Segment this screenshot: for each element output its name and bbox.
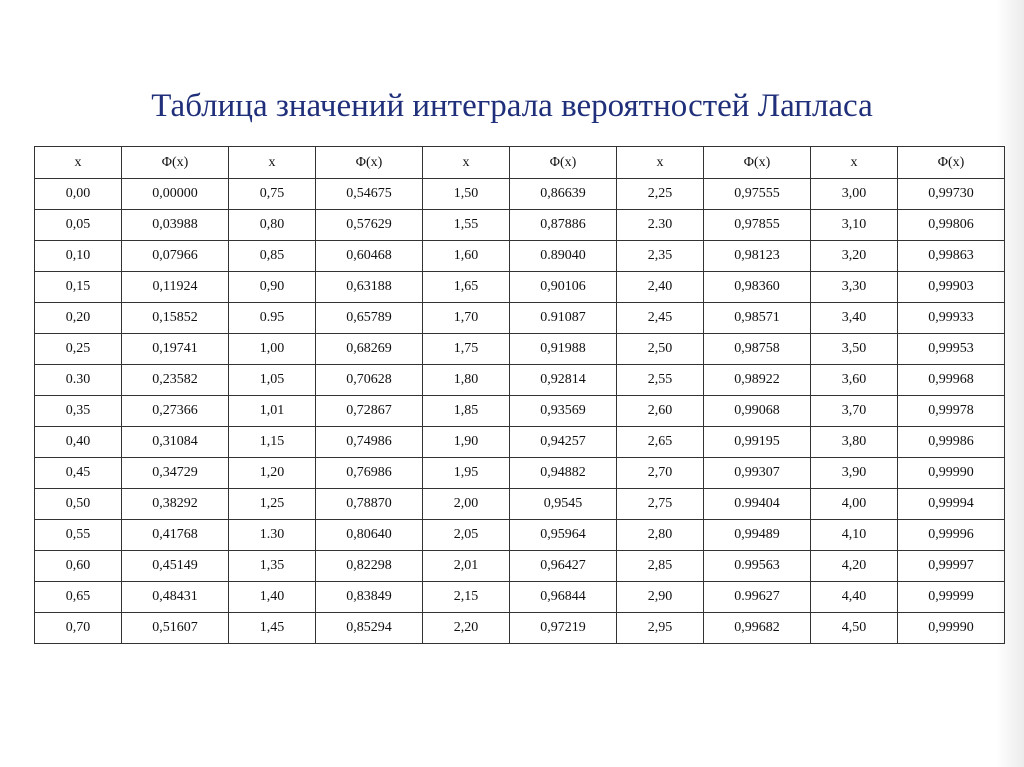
- header-cell-x: x: [811, 147, 898, 179]
- cell-x-value: 0,45: [35, 458, 122, 489]
- table-row: [35, 613, 1005, 644]
- cell-x-value: 3,50: [811, 334, 898, 365]
- cell-phi-value: 0,63188: [316, 272, 423, 303]
- cell-x-value: 2,85: [617, 551, 704, 582]
- cell-phi-value: 0,9545: [510, 489, 617, 520]
- cell-phi-value: 0,99996: [898, 520, 1005, 551]
- cell-phi-value: 0,99806: [898, 210, 1005, 241]
- cell-phi-value: 0,41768: [122, 520, 229, 551]
- cell-x-value: 3,10: [811, 210, 898, 241]
- cell-x-value: 1,50: [423, 179, 510, 210]
- cell-x-value: 2,80: [617, 520, 704, 551]
- cell-x-value: 2,45: [617, 303, 704, 334]
- header-cell-phi: Φ(x): [898, 147, 1005, 179]
- cell-phi-value: 0,85294: [316, 613, 423, 644]
- cell-phi-value: 0,99968: [898, 365, 1005, 396]
- page-title: Таблица значений интеграла вероятностей Лапласа: [151, 88, 873, 124]
- cell-phi-value: 0,82298: [316, 551, 423, 582]
- cell-x-value: 2,20: [423, 613, 510, 644]
- cell-x-value: 4,00: [811, 489, 898, 520]
- header-cell-phi: Φ(x): [316, 147, 423, 179]
- cell-x-value: 0,70: [35, 613, 122, 644]
- cell-x-value: 2,90: [617, 582, 704, 613]
- cell-phi-value: 0,86639: [510, 179, 617, 210]
- cell-x-value: 0,80: [229, 210, 316, 241]
- header-cell-phi: Φ(x): [704, 147, 811, 179]
- cell-x-value: 0,90: [229, 272, 316, 303]
- cell-phi-value: 0,07966: [122, 241, 229, 272]
- table-row: [35, 582, 1005, 613]
- cell-x-value: 4,40: [811, 582, 898, 613]
- cell-phi-value: 0,99682: [704, 613, 811, 644]
- cell-phi-value: 0,99990: [898, 458, 1005, 489]
- cell-phi-value: 0,96844: [510, 582, 617, 613]
- cell-phi-value: 0,72867: [316, 396, 423, 427]
- cell-x-value: 4,50: [811, 613, 898, 644]
- cell-phi-value: 0,98123: [704, 241, 811, 272]
- cell-phi-value: 0.99404: [704, 489, 811, 520]
- cell-x-value: 2,95: [617, 613, 704, 644]
- cell-x-value: 1,85: [423, 396, 510, 427]
- cell-phi-value: 0,48431: [122, 582, 229, 613]
- cell-x-value: 2,50: [617, 334, 704, 365]
- cell-phi-value: 0,97219: [510, 613, 617, 644]
- cell-x-value: 2,35: [617, 241, 704, 272]
- cell-phi-value: 0,15852: [122, 303, 229, 334]
- cell-x-value: 1,20: [229, 458, 316, 489]
- cell-x-value: 1,60: [423, 241, 510, 272]
- cell-x-value: 2,75: [617, 489, 704, 520]
- table-row: [35, 272, 1005, 303]
- cell-x-value: 4,10: [811, 520, 898, 551]
- cell-phi-value: 0,78870: [316, 489, 423, 520]
- cell-x-value: 0,25: [35, 334, 122, 365]
- cell-x-value: 1,40: [229, 582, 316, 613]
- header-cell-phi: Φ(x): [122, 147, 229, 179]
- table-row: [35, 210, 1005, 241]
- cell-phi-value: 0,99978: [898, 396, 1005, 427]
- cell-phi-value: 0,97855: [704, 210, 811, 241]
- cell-phi-value: 0,57629: [316, 210, 423, 241]
- cell-x-value: 2,05: [423, 520, 510, 551]
- cell-x-value: 2,65: [617, 427, 704, 458]
- cell-x-value: 1,80: [423, 365, 510, 396]
- header-cell-x: x: [35, 147, 122, 179]
- cell-x-value: 0.95: [229, 303, 316, 334]
- cell-phi-value: 0,31084: [122, 427, 229, 458]
- cell-x-value: 0,05: [35, 210, 122, 241]
- cell-x-value: 2,00: [423, 489, 510, 520]
- cell-phi-value: 0,83849: [316, 582, 423, 613]
- table-row: [35, 427, 1005, 458]
- table-row: [35, 365, 1005, 396]
- cell-x-value: 2.30: [617, 210, 704, 241]
- cell-x-value: 1,70: [423, 303, 510, 334]
- cell-x-value: 1,55: [423, 210, 510, 241]
- cell-phi-value: 0,98571: [704, 303, 811, 334]
- table-body: [35, 147, 1005, 644]
- cell-x-value: 1,15: [229, 427, 316, 458]
- cell-phi-value: 0,99997: [898, 551, 1005, 582]
- cell-phi-value: 0,74986: [316, 427, 423, 458]
- cell-x-value: 0,65: [35, 582, 122, 613]
- cell-phi-value: 0,99195: [704, 427, 811, 458]
- laplace-table-container: [34, 146, 996, 644]
- cell-phi-value: 0,94882: [510, 458, 617, 489]
- cell-phi-value: 0,27366: [122, 396, 229, 427]
- cell-phi-value: 0,99990: [898, 613, 1005, 644]
- cell-phi-value: 0,99999: [898, 582, 1005, 613]
- cell-phi-value: 0.91087: [510, 303, 617, 334]
- cell-phi-value: 0,51607: [122, 613, 229, 644]
- table-row: [35, 303, 1005, 334]
- table-header-row: [35, 147, 1005, 179]
- table-row: [35, 551, 1005, 582]
- cell-x-value: 3,80: [811, 427, 898, 458]
- cell-phi-value: 0,87886: [510, 210, 617, 241]
- cell-phi-value: 0,99863: [898, 241, 1005, 272]
- cell-x-value: 0,55: [35, 520, 122, 551]
- cell-phi-value: 0,99307: [704, 458, 811, 489]
- cell-x-value: 3,00: [811, 179, 898, 210]
- header-cell-x: x: [229, 147, 316, 179]
- cell-x-value: 2,01: [423, 551, 510, 582]
- cell-x-value: 3,30: [811, 272, 898, 303]
- cell-x-value: 1,65: [423, 272, 510, 303]
- cell-phi-value: 0,65789: [316, 303, 423, 334]
- cell-x-value: 0,35: [35, 396, 122, 427]
- table-row: [35, 179, 1005, 210]
- cell-phi-value: 0,96427: [510, 551, 617, 582]
- cell-phi-value: 0,99986: [898, 427, 1005, 458]
- cell-x-value: 0,10: [35, 241, 122, 272]
- cell-phi-value: 0,03988: [122, 210, 229, 241]
- cell-x-value: 0,20: [35, 303, 122, 334]
- cell-phi-value: 0,95964: [510, 520, 617, 551]
- cell-phi-value: 0.99627: [704, 582, 811, 613]
- cell-phi-value: 0,80640: [316, 520, 423, 551]
- cell-x-value: 1,01: [229, 396, 316, 427]
- cell-phi-value: 0,45149: [122, 551, 229, 582]
- cell-x-value: 3,40: [811, 303, 898, 334]
- cell-x-value: 3,90: [811, 458, 898, 489]
- cell-x-value: 0,40: [35, 427, 122, 458]
- table-row: [35, 241, 1005, 272]
- cell-x-value: 0,50: [35, 489, 122, 520]
- cell-x-value: 3,20: [811, 241, 898, 272]
- cell-x-value: 0,15: [35, 272, 122, 303]
- cell-x-value: 2,55: [617, 365, 704, 396]
- cell-phi-value: 0,99933: [898, 303, 1005, 334]
- cell-x-value: 1,90: [423, 427, 510, 458]
- table-row: [35, 489, 1005, 520]
- cell-phi-value: 0,54675: [316, 179, 423, 210]
- cell-x-value: 2,70: [617, 458, 704, 489]
- cell-x-value: 1,35: [229, 551, 316, 582]
- cell-phi-value: 0,68269: [316, 334, 423, 365]
- cell-x-value: 0,60: [35, 551, 122, 582]
- cell-phi-value: 0,98758: [704, 334, 811, 365]
- cell-phi-value: 0,23582: [122, 365, 229, 396]
- header-cell-phi: Φ(x): [510, 147, 617, 179]
- laplace-table: [34, 146, 1005, 644]
- cell-phi-value: 0,11924: [122, 272, 229, 303]
- cell-x-value: 1,95: [423, 458, 510, 489]
- cell-x-value: 0,85: [229, 241, 316, 272]
- cell-x-value: 0,00: [35, 179, 122, 210]
- cell-phi-value: 0,76986: [316, 458, 423, 489]
- cell-phi-value: 0,34729: [122, 458, 229, 489]
- cell-x-value: 1,45: [229, 613, 316, 644]
- cell-x-value: 0,75: [229, 179, 316, 210]
- cell-x-value: 3,70: [811, 396, 898, 427]
- cell-x-value: 4,20: [811, 551, 898, 582]
- cell-phi-value: 0,19741: [122, 334, 229, 365]
- cell-x-value: 2,60: [617, 396, 704, 427]
- cell-phi-value: 0,97555: [704, 179, 811, 210]
- cell-phi-value: 0,99068: [704, 396, 811, 427]
- cell-phi-value: 0,38292: [122, 489, 229, 520]
- table-row: [35, 520, 1005, 551]
- cell-phi-value: 0,94257: [510, 427, 617, 458]
- cell-phi-value: 0,98360: [704, 272, 811, 303]
- cell-x-value: 1,05: [229, 365, 316, 396]
- cell-phi-value: 0,90106: [510, 272, 617, 303]
- cell-phi-value: 0,92814: [510, 365, 617, 396]
- cell-phi-value: 0,99489: [704, 520, 811, 551]
- header-cell-x: x: [617, 147, 704, 179]
- cell-phi-value: 0.89040: [510, 241, 617, 272]
- cell-phi-value: 0,00000: [122, 179, 229, 210]
- cell-phi-value: 0.99563: [704, 551, 811, 582]
- cell-x-value: 3,60: [811, 365, 898, 396]
- table-row: [35, 396, 1005, 427]
- cell-x-value: 2,40: [617, 272, 704, 303]
- cell-phi-value: 0,99994: [898, 489, 1005, 520]
- cell-phi-value: 0,99903: [898, 272, 1005, 303]
- cell-x-value: 1,25: [229, 489, 316, 520]
- header-cell-x: x: [423, 147, 510, 179]
- cell-phi-value: 0,60468: [316, 241, 423, 272]
- cell-x-value: 1,00: [229, 334, 316, 365]
- cell-x-value: 2,15: [423, 582, 510, 613]
- cell-phi-value: 0,98922: [704, 365, 811, 396]
- cell-phi-value: 0,93569: [510, 396, 617, 427]
- cell-phi-value: 0,70628: [316, 365, 423, 396]
- cell-phi-value: 0,99953: [898, 334, 1005, 365]
- cell-phi-value: 0,91988: [510, 334, 617, 365]
- cell-x-value: 1.30: [229, 520, 316, 551]
- cell-x-value: 0.30: [35, 365, 122, 396]
- table-row: [35, 458, 1005, 489]
- cell-x-value: 1,75: [423, 334, 510, 365]
- cell-x-value: 2,25: [617, 179, 704, 210]
- cell-phi-value: 0,99730: [898, 179, 1005, 210]
- table-row: [35, 334, 1005, 365]
